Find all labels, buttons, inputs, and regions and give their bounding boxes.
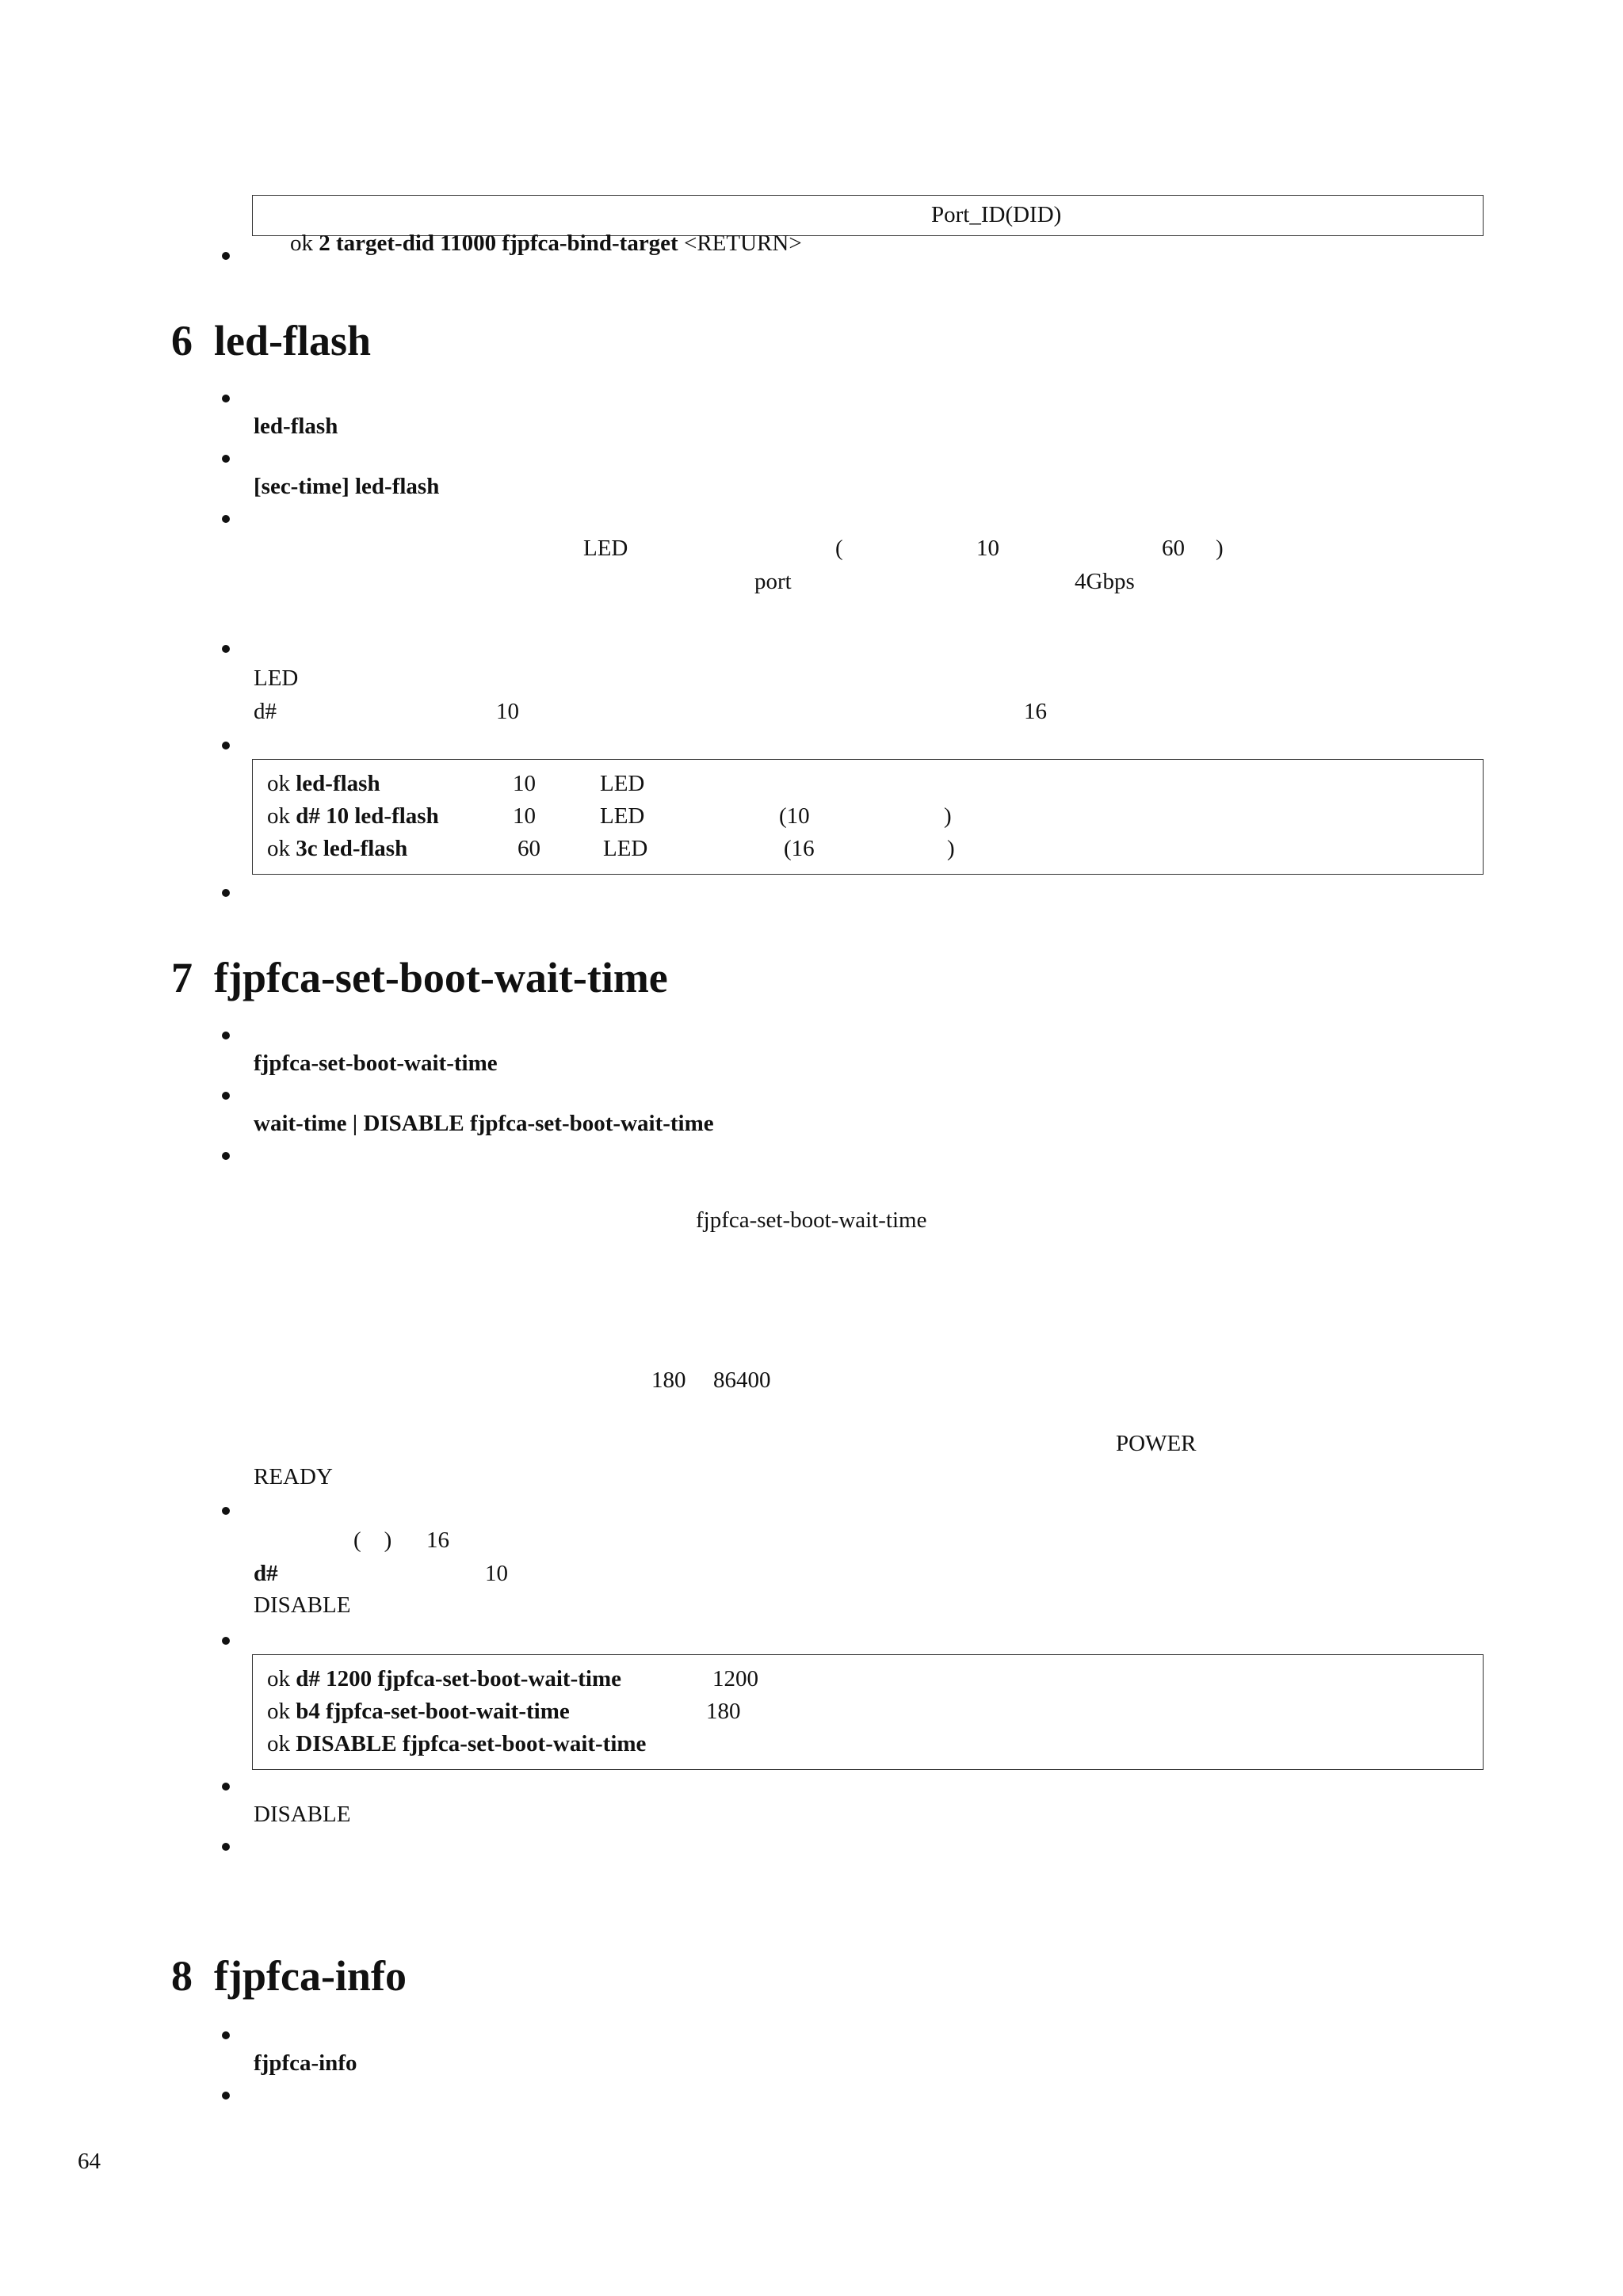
command-text: 2 target-did 11000 fjpfca-bind-target: [319, 231, 678, 256]
example-line: ok 3c led-flash: [267, 836, 408, 861]
example-value: 1200: [712, 1666, 758, 1691]
param-disable: DISABLE: [254, 1592, 351, 1618]
desc-command: fjpfca-set-boot-wait-time: [696, 1207, 927, 1233]
page-number: 64: [78, 2149, 101, 2174]
bullet: [222, 1843, 230, 1851]
bullet: [222, 515, 230, 523]
example-led: LED: [600, 771, 645, 796]
note-disable: DISABLE: [254, 1802, 351, 1827]
example-radix-close: ): [947, 836, 955, 861]
example-line: ok d# 1200 fjpfca-set-boot-wait-time: [267, 1666, 621, 1691]
ready-text: READY: [254, 1464, 333, 1489]
example-box-led-flash: [252, 759, 1484, 875]
bullet: [222, 2092, 230, 2100]
prompt-ok: ok: [290, 231, 319, 256]
param-led: LED: [254, 666, 299, 691]
bullet: [222, 1783, 230, 1791]
desc-paren-open: (: [835, 536, 843, 561]
desc-led: LED: [583, 536, 628, 561]
range-max: 86400: [713, 1367, 771, 1393]
bullet: [222, 2031, 230, 2039]
bullet: [222, 1092, 230, 1100]
desc-speed: 4Gbps: [1075, 569, 1135, 594]
command-name: led-flash: [254, 414, 338, 439]
command-example-box: [252, 195, 1484, 256]
bullet: [222, 395, 230, 402]
param-16: 16: [426, 1527, 449, 1553]
bullet: [222, 1032, 230, 1039]
param-10: 10: [496, 699, 519, 724]
section-heading-7: 7 fjpfca-set-boot-wait-time: [171, 954, 668, 1001]
command-syntax: [sec-time] led-flash: [254, 474, 440, 499]
desc-port: port: [754, 569, 792, 594]
example-radix-close: ): [944, 803, 952, 829]
bullet: [222, 645, 230, 653]
command-name: fjpfca-set-boot-wait-time: [254, 1051, 498, 1076]
example-radix: (16: [784, 836, 815, 861]
param-d: d#: [254, 699, 277, 724]
example-line: ok d# 10 led-flash: [267, 803, 439, 829]
example-led: LED: [600, 803, 645, 829]
example-duration: 10: [513, 771, 536, 796]
command-note: Port_ID(DID): [931, 202, 1062, 227]
return-key: <RETURN>: [678, 231, 802, 256]
command-syntax: wait-time | DISABLE fjpfca-set-boot-wait-time: [254, 1111, 714, 1136]
section-heading-6: 6 led-flash: [171, 317, 372, 364]
range-min: 180: [651, 1367, 686, 1393]
example-line: ok led-flash: [267, 771, 380, 796]
param-paren: ( ): [353, 1527, 392, 1553]
example-led: LED: [603, 836, 648, 861]
param-16: 16: [1024, 699, 1047, 724]
desc-paren-close: ): [1216, 536, 1224, 561]
example-duration: 10: [513, 803, 536, 829]
example-radix: (10: [779, 803, 810, 829]
example-value: 180: [706, 1699, 741, 1724]
bullet: [222, 455, 230, 463]
bullet: [222, 742, 230, 749]
section-heading-8: 8 fjpfca-info: [171, 1952, 407, 2000]
bullet: [222, 1152, 230, 1160]
desc-value-10: 10: [976, 536, 999, 561]
param-d: d#: [254, 1561, 278, 1586]
power-text: POWER: [1116, 1431, 1197, 1456]
example-box-boot-wait: [252, 1654, 1484, 1770]
example-line: ok DISABLE fjpfca-set-boot-wait-time: [267, 1731, 647, 1756]
command-name: fjpfca-info: [254, 2050, 357, 2076]
example-line: ok b4 fjpfca-set-boot-wait-time: [267, 1699, 570, 1724]
example-duration: 60: [517, 836, 540, 861]
param-10: 10: [485, 1561, 508, 1586]
bullet: [222, 1637, 230, 1645]
bullet: [222, 1507, 230, 1515]
bullet: [222, 889, 230, 897]
bullet: [222, 252, 230, 260]
desc-value-60: 60: [1162, 536, 1185, 561]
